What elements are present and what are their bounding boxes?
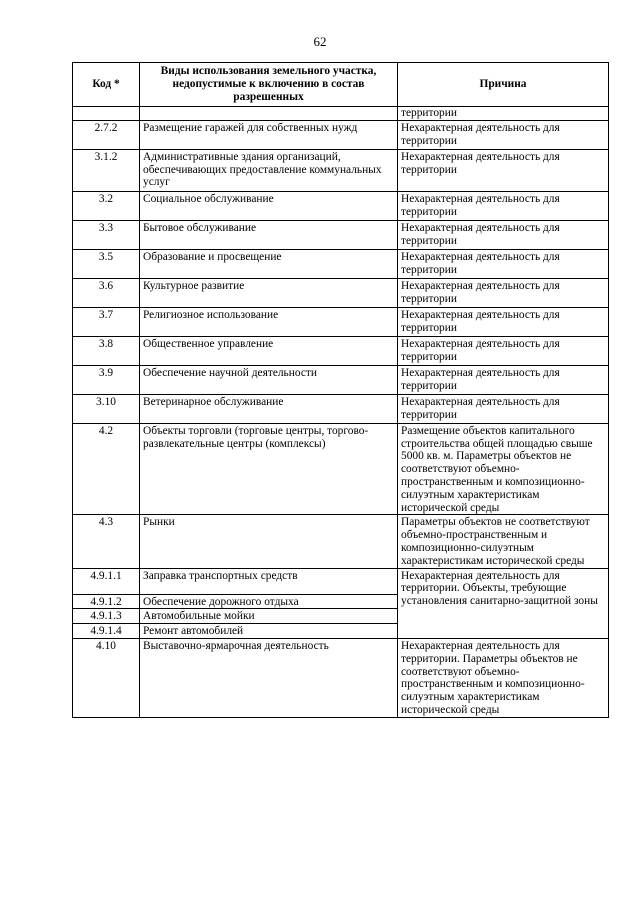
row-use: Размещение гаражей для собственных нужд: [140, 120, 398, 149]
row-code: 3.1.2: [73, 149, 140, 191]
row-use: Обеспечение научной деятельности: [140, 365, 398, 394]
row-use: Религиозное использование: [140, 307, 398, 336]
table-row: [73, 515, 609, 568]
row-use: Автомобильные мойки: [140, 609, 398, 624]
row-use: Объекты торговли (торговые центры, торгово-развлекательные центры (комплексы): [140, 423, 398, 515]
row-use: Заправка транспортных средств: [140, 568, 398, 594]
header-code: Код *: [73, 63, 140, 107]
table-header-row: [73, 63, 609, 107]
continuation-row: [73, 107, 609, 121]
row-use: Общественное управление: [140, 336, 398, 365]
row-code: 3.10: [73, 394, 140, 423]
table-row: [73, 423, 609, 515]
table-row: [73, 149, 609, 191]
row-reason: Нехарактерная деятельность для территории: [398, 249, 609, 278]
table-row: [73, 220, 609, 249]
row-reason: Нехарактерная деятельность для территории: [398, 220, 609, 249]
table-row: [73, 336, 609, 365]
table-row: [73, 568, 609, 594]
row-reason: Нехарактерная деятельность для территории: [398, 120, 609, 149]
table-row: [73, 365, 609, 394]
row-reason: Нехарактерная деятельность для территории. Параметры объектов не соответствуют объемно-пространственным и композиционно-силуэтным характеристикам исторической среды: [398, 638, 609, 717]
table-row: [73, 191, 609, 220]
row-code: 4.3: [73, 515, 140, 568]
row-code: 3.6: [73, 278, 140, 307]
row-reason: Нехарактерная деятельность для территории: [398, 394, 609, 423]
header-use: Виды использования земельного участка, недопустимые к включению в состав разрешенных: [140, 63, 398, 107]
continuation-text: территории: [398, 107, 609, 121]
row-reason: Нехарактерная деятельность для территории: [398, 336, 609, 365]
row-reason: Нехарактерная деятельность для территории: [398, 191, 609, 220]
row-reason: Параметры объектов не соответствуют объемно-пространственным и композиционно-силуэтным характеристикам исторической среды: [398, 515, 609, 568]
row-use: Административные здания организаций, обеспечивающих предоставление коммунальных услуг: [140, 149, 398, 191]
table-row: [73, 307, 609, 336]
group-reason: Нехарактерная деятельность для территории. Объекты, требующие установления санитарно-защитной зоны: [398, 568, 609, 638]
row-use: Выставочно-ярмарочная деятельность: [140, 638, 398, 717]
row-reason: Нехарактерная деятельность для территории: [398, 307, 609, 336]
row-code: 4.2: [73, 423, 140, 515]
row-code: 3.8: [73, 336, 140, 365]
row-code: 2.7.2: [73, 120, 140, 149]
row-reason: Размещение объектов капитального строительства общей площадью свыше 5000 кв. м. Параметры объектов не соответствуют объемно-пространственным и композиционно-силуэтным характеристикам исторической среды: [398, 423, 609, 515]
row-reason: Нехарактерная деятельность для территории: [398, 278, 609, 307]
row-code: 3.7: [73, 307, 140, 336]
page-number: 62: [313, 34, 327, 49]
row-code: 4.10: [73, 638, 140, 717]
row-use: Ремонт автомобилей: [140, 624, 398, 639]
row-reason: Нехарактерная деятельность для территории: [398, 365, 609, 394]
table-row: [73, 249, 609, 278]
table-row: [73, 120, 609, 149]
row-use: Образование и просвещение: [140, 249, 398, 278]
table-row: [73, 278, 609, 307]
row-use: Ветеринарное обслуживание: [140, 394, 398, 423]
land-use-table: [72, 62, 609, 718]
table-row: [73, 638, 609, 717]
row-code: 3.5: [73, 249, 140, 278]
row-code: 4.9.1.4: [73, 624, 140, 639]
header-reason: Причина: [398, 63, 609, 107]
row-use: Бытовое обслуживание: [140, 220, 398, 249]
row-code: 3.2: [73, 191, 140, 220]
table-row: [73, 394, 609, 423]
row-reason: Нехарактерная деятельность для территории: [398, 149, 609, 191]
row-use: Обеспечение дорожного отдыха: [140, 594, 398, 609]
row-use: Рынки: [140, 515, 398, 568]
row-use: Социальное обслуживание: [140, 191, 398, 220]
row-code: 3.9: [73, 365, 140, 394]
row-code: 4.9.1.2: [73, 594, 140, 609]
row-code: 4.9.1.1: [73, 568, 140, 594]
row-use: Культурное развитие: [140, 278, 398, 307]
row-code: 3.3: [73, 220, 140, 249]
row-code: 4.9.1.3: [73, 609, 140, 624]
